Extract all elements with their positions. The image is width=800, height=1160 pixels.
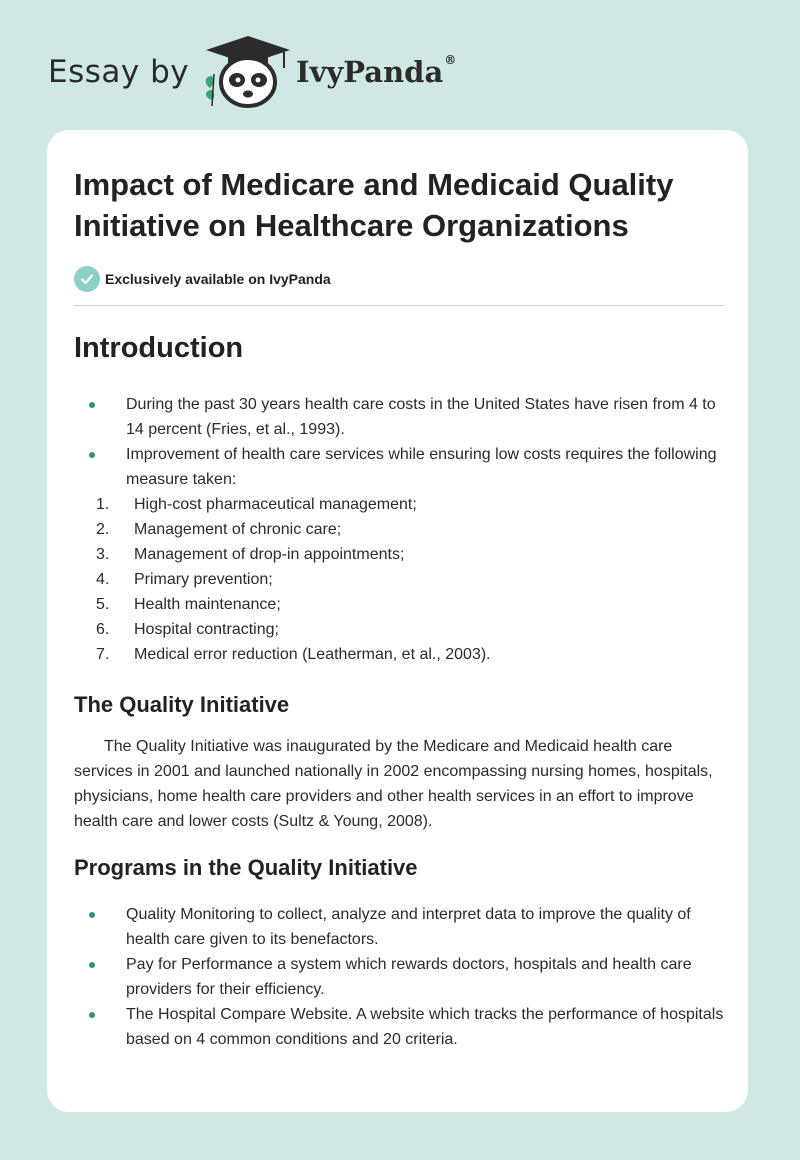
list-item-text: Health maintenance; [134, 596, 281, 613]
list-item [74, 492, 724, 517]
exclusive-badge [74, 266, 724, 292]
list-number: 2. [96, 521, 110, 538]
programs-list [74, 902, 724, 1052]
list-item [74, 642, 724, 667]
list-item [74, 1002, 724, 1052]
list-number: 7. [96, 646, 110, 663]
list-item-text: High-cost pharmaceutical management; [134, 496, 417, 513]
brand-name[interactable] [296, 55, 456, 89]
page-title: Impact of Medicare and Medicaid Quality Initiative on Healthcare Organizations [74, 167, 674, 243]
intro-heading: Introduction [74, 332, 244, 364]
essay-by-label: Essay by [48, 54, 190, 90]
check-icon [74, 266, 100, 292]
list-item [74, 952, 724, 1002]
brand-name-text: IvyPanda [296, 55, 444, 89]
list-item-text: Management of chronic care; [134, 521, 342, 538]
list-item [74, 592, 724, 617]
list-item-text: Medical error reduction (Leatherman, et al., 2003). [134, 646, 491, 663]
measures-list [74, 492, 724, 667]
list-item-text: Pay for Performance a system which rewards doctors, hospitals and health care providers for their efficiency. [126, 956, 692, 998]
list-item [74, 542, 724, 567]
list-item [74, 617, 724, 642]
panda-logo-icon[interactable] [200, 34, 296, 110]
list-item [74, 517, 724, 542]
quality-heading: The Quality Initiative [74, 692, 290, 717]
list-item-text: Quality Monitoring to collect, analyze and interpret data to improve the quality of health care given to its benefactors. [126, 906, 691, 948]
registered-mark: ® [444, 53, 457, 67]
site-header [0, 0, 800, 130]
essay-card [47, 130, 748, 1112]
list-number: 1. [96, 496, 110, 513]
list-number: 4. [96, 571, 110, 588]
list-item-text: The Hospital Compare Website. A website which tracks the performance of hospitals based on 4 common conditions and 20 criteria. [126, 1006, 724, 1048]
list-item [74, 567, 724, 592]
programs-heading: Programs in the Quality Initiative [74, 855, 418, 880]
list-item [74, 392, 724, 442]
intro-list [74, 392, 724, 492]
list-item-text: Improvement of health care services while ensuring low costs requires the following measure taken: [126, 446, 717, 488]
exclusive-badge-label: Exclusively available on IvyPanda [105, 271, 331, 287]
list-item-text: During the past 30 years health care costs in the United States have risen from 4 to 14 percent (Fries, et al., 1993). [126, 396, 716, 438]
essay-content [74, 164, 724, 1052]
list-item-text: Primary prevention; [134, 571, 273, 588]
list-number: 3. [96, 546, 110, 563]
list-item [74, 442, 724, 492]
list-item-text: Hospital contracting; [134, 621, 279, 638]
list-number: 6. [96, 621, 110, 638]
list-number: 5. [96, 596, 110, 613]
list-item-text: Management of drop-in appointments; [134, 546, 405, 563]
list-item [74, 902, 724, 952]
quality-paragraph: The Quality Initiative was inaugurated by the Medicare and Medicaid health care services in 2001 and launched nationally in 2002 encompassing nursing homes, hospitals, physicians, home health care providers and other health services in an effort to improve health care and lower costs (Sultz & Young, 2008). [74, 738, 713, 830]
divider [74, 305, 724, 306]
